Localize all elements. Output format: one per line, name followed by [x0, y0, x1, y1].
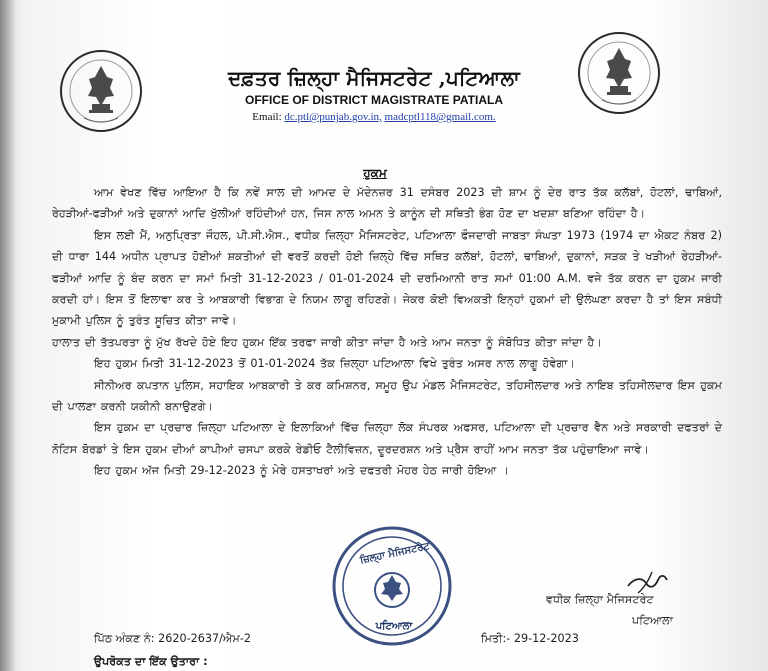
- ashoka-emblem-icon: [58, 48, 144, 134]
- reference-date: ਮਿਤੀ:- 29-12-2023: [481, 632, 579, 645]
- order-paragraph-4: ਇਹ ਹੁਕਮ ਮਿਤੀ 31-12-2023 ਤੋਂ 01-01-2024 ਤੱਕ ਜ਼ਿਲ੍ਹਾ ਪਟਿਆਲਾ ਵਿਖੇ ਤੁਰੰਤ ਅਸਰ ਨਾਲ ਲਾਗੂ ਹੋਵੇਗਾ।: [94, 357, 576, 371]
- signatory-place: ਪਟਿਆਲਾ: [632, 614, 673, 627]
- seal-top-text: ਜ਼ਿਲ੍ਹਾ ਮੈਜਿਸਟਰੇਟ: [359, 540, 431, 567]
- seal-bottom-text: ਪਟਿਆਲਾ: [375, 621, 413, 632]
- office-email-line: [214, 109, 534, 125]
- primary-email-link[interactable]: dc.ptl@punjab.gov.in,: [284, 111, 382, 123]
- order-paragraph-1: ਆਮ ਵੇਖਣ ਵਿੱਚ ਆਇਆ ਹੈ ਕਿ ਨਵੇਂ ਸਾਲ ਦੀ ਆਮਦ ਦੇ ਮੱਦੇਨਜ਼ਰ 31 ਦਸੰਬਰ 2023 ਦੀ ਸ਼ਾਮ ਨੂੰ ਦੇਰ ਰਾਤ ਤੱਕ ਕਲੱਬਾਂ, ਹੋਟਲਾਂ, ਢਾਬਿਆਂ, ਰੇਹੜੀਆਂ-ਫੜੀਆਂ ਅਤੇ ਦੁਕਾਨਾਂ ਆਦਿ ਖੁੱਲੀਆਂ ਰਹਿੰਦੀਆਂ ਹਨ, ਜਿਸ ਨਾਲ ਅਮਨ ਤੇ ਕਾਨੂੰਨ ਦੀ ਸਥਿਤੀ ਭੰਗ ਹੋਣ ਦਾ ਖਦਸ਼ਾ ਬਣਿਆ ਰਹਿੰਦਾ ਹੈ।: [52, 186, 722, 221]
- page-shadow: [0, 0, 16, 671]
- office-title-english: OFFICE OF DISTRICT MAGISTRATE PATIALA: [245, 93, 503, 107]
- signature-mark: [624, 568, 674, 596]
- signatory-designation: ਵਧੀਕ ਜ਼ਿਲ੍ਹਾ ਮੈਜਿਸਟਰੇਟ: [546, 593, 654, 606]
- secondary-email-link[interactable]: madcptl118@gmail.com.: [384, 111, 496, 123]
- order-paragraph-7: ਇਹ ਹੁਕਮ ਅੱਜ ਮਿਤੀ 29-12-2023 ਨੂੰ ਮੇਰੇ ਹਸਤਾਖਰਾਂ ਅਤੇ ਦਫਤਰੀ ਮੋਹਰ ਹੇਠ ਜਾਰੀ ਹੋਇਆ ।: [94, 464, 509, 478]
- order-title: ਹੁਕਮ: [363, 166, 387, 180]
- ashoka-emblem-icon: [576, 30, 662, 116]
- office-title-punjabi: ਦਫ਼ਤਰ ਜ਼ਿਲ੍ਹਾ ਮੈਜਿਸਟਰੇਟ ,ਪਟਿਆਲਾ: [228, 66, 520, 90]
- office-header: [214, 66, 534, 125]
- left-emblem: [58, 48, 144, 134]
- order-body: [52, 182, 722, 482]
- right-emblem: [576, 30, 662, 116]
- copy-line: ਉਪਰੋਕਤ ਦਾ ਇੱਕ ਉਤਾਰਾ :: [94, 655, 208, 668]
- email-label: Email:: [252, 111, 282, 123]
- order-paragraph-5: ਸੀਨੀਅਰ ਕਪਤਾਨ ਪੁਲਿਸ, ਸਹਾਇਕ ਆਬਕਾਰੀ ਤੇ ਕਰ ਕਮਿਸ਼ਨਰ, ਸਮੂਹ ਉਪ ਮੰਡਲ ਮੈਜਿਸਟਰੇਟ, ਤਹਿਸੀਲਦਾਰ ਅਤੇ ਨਾਇਬ ਤਹਿਸੀਲਦਾਰ ਇਸ ਹੁਕਮ ਦੀ ਪਾਲਣਾ ਕਰਨੀ ਯਕੀਨੀ ਬਨਾਉਣਗੇ।: [52, 378, 722, 414]
- order-paragraph-2: ਇਸ ਲਈ ਮੈਂ, ਅਨੁਪ੍ਰਿਤਾ ਜੌਹਲ, ਪੀ.ਸੀ.ਐਸ., ਵਧੀਕ ਜ਼ਿਲ੍ਹਾ ਮੈਜਿਸਟਰੇਟ, ਪਟਿਆਲਾ ਫੌਜਦਾਰੀ ਜਾਬਤਾ ਸੰਘਤਾ 1973 (1974 ਦਾ ਐਕਟ ਨੰਬਰ 2) ਦੀ ਧਾਰਾ 144 ਅਧੀਨ ਪ੍ਰਾਪਤ ਹੋਈਆਂ ਸ਼ਕਤੀਆਂ ਦੀ ਵਰਤੋਂ ਕਰਦੀ ਹੋਈ ਜ਼ਿਲ੍ਹੇ ਵਿੱਚ ਸਥਿਤ ਕਲੱਬਾਂ, ਹੋਟਲਾਂ, ਢਾਬਿਆਂ, ਦੁਕਾਨਾਂ, ਸੜਕ ਤੇ ਖੜੀਆਂ ਰੇਹੜੀਆਂ-ਫੜੀਆਂ ਆਦਿ ਨੂੰ ਬੰਦ ਕਰਨ ਦਾ ਸਮਾਂ ਮਿਤੀ 31-12-2023 / 01-01-2024 ਦੀ ਦਰਮਿਆਨੀ ਰਾਤ ਸਮਾਂ 01:00 A.M. ਵਜੇ ਤੱਕ ਕਰਨ ਦਾ ਹੁਕਮ ਜਾਰੀ ਕਰਦੀ ਹਾਂ। ਇਸ ਤੋਂ ਇਲਾਵਾ ਕਰ ਤੇ ਆਬਕਾਰੀ ਵਿਭਾਗ ਦੇ ਨਿਯਮ ਲਾਗੂ ਰਹਿਣਗੇ। ਜੇਕਰ ਕੋਈ ਵਿਅਕਤੀ ਇਨ੍ਹਾਂ ਹੁਕਮਾਂ ਦੀ ਉਲੰਘਣਾ ਕਰਦਾ ਹੈ ਤਾਂ ਇਸ ਸਬੰਧੀ ਮੁਕਾਮੀ ਪੁਲਿਸ ਨੂੰ ਤੁਰੰਤ ਸੂਚਿਤ ਕੀਤਾ ਜਾਵੇ।: [52, 228, 722, 328]
- reference-number: ਪਿੱਠ ਅੰਕਣ ਨੰ: 2620-2637/ਐਮ-2: [94, 632, 251, 645]
- order-paragraph-6: ਇਸ ਹੁਕਮ ਦਾ ਪ੍ਰਚਾਰ ਜ਼ਿਲ੍ਹਾ ਪਟਿਆਲਾ ਦੇ ਇਲਾਕਿਆਂ ਵਿੱਚ ਜ਼ਿਲ੍ਹਾ ਲੋਕ ਸੰਪਰਕ ਅਫਸਰ, ਪਟਿਆਲਾ ਦੀ ਪ੍ਰਚਾਰ ਵੈਨ ਅਤੇ ਸਰਕਾਰੀ ਦਫਤਰਾਂ ਦੇ ਨੋਟਿਸ ਬੋਰਡਾਂ ਤੇ ਇਸ ਹੁਕਮ ਦੀਆਂ ਕਾਪੀਆਂ ਚਸਪਾ ਕਰਕੇ ਰੇਡੀਓ ਟੈਲੀਵਿਜ਼ਨ, ਦੂਰਦਰਸ਼ਨ ਅਤੇ ਪ੍ਰੈਸ ਰਾਹੀਂ ਆਮ ਜਨਤਾ ਤੱਕ ਪਹੁੰਚਾਇਆ ਜਾਵੇ।: [52, 421, 722, 456]
- order-paragraph-3: ਹਾਲਾਤ ਦੀ ਤੱਤਪਰਤਾ ਨੂੰ ਮੁੱਖ ਰੱਖਦੇ ਹੋਏ ਇਹ ਹੁਕਮ ਇੱਕ ਤਰਫਾ ਜਾਰੀ ਕੀਤਾ ਜਾਂਦਾ ਹੈ ਅਤੇ ਆਮ ਜਨਤਾ ਨੂੰ ਸੰਬੋਧਿਤ ਕੀਤਾ ਜਾਂਦਾ ਹੈ।: [52, 335, 602, 349]
